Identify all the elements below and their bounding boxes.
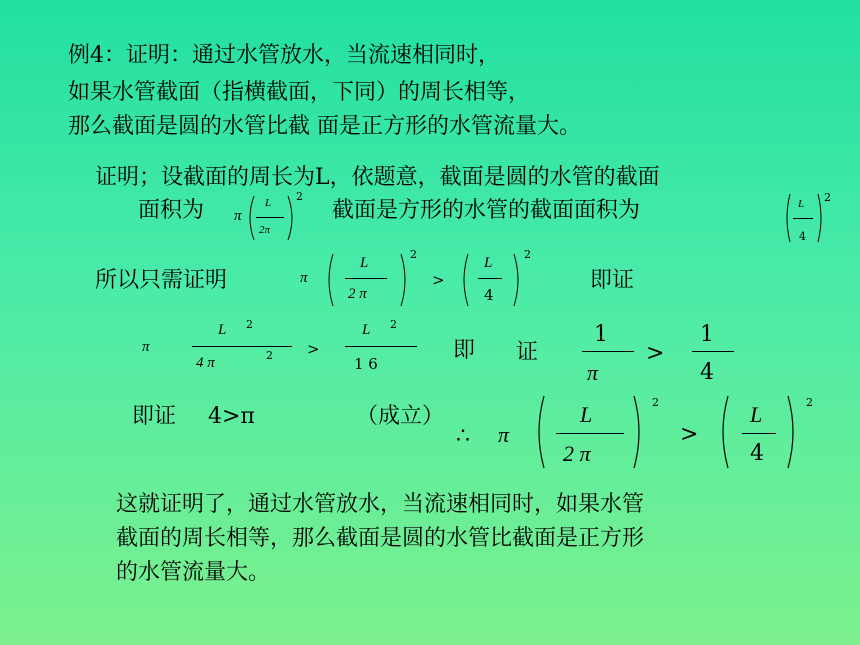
zheng-label: 证 (516, 340, 539, 365)
fraction-numerator: 1 (594, 322, 608, 347)
conclusion-line-3: 的水管流量大。 (116, 560, 271, 585)
fraction-denominator: 4 (484, 286, 494, 304)
exponent: 2 (296, 190, 303, 203)
fraction-bar (478, 278, 502, 279)
exponent: 2 (652, 396, 659, 409)
pi-symbol: π (498, 422, 510, 447)
fraction-numerator: 1 (700, 322, 714, 347)
fraction-numerator: L (484, 255, 493, 271)
exponent: 2 (266, 349, 273, 362)
pi-symbol: π (142, 339, 150, 355)
fraction-bar (192, 346, 292, 347)
fraction-bar (793, 218, 813, 219)
ji-label: 即 (453, 338, 476, 363)
example-line-1: 例4：证明：通过水管放水，当流速相同时， (68, 43, 500, 68)
exponent: 2 (390, 318, 397, 331)
greater-than: > (307, 340, 320, 358)
fraction-denominator: π (587, 360, 599, 385)
fraction-denominator: 4 (700, 360, 714, 385)
fraction-numerator: L (218, 322, 227, 338)
exponent: 2 (410, 248, 417, 261)
fraction-bar (345, 278, 387, 279)
fraction-denominator: 2π (259, 224, 271, 236)
fraction-bar (556, 433, 624, 434)
fraction-bar (742, 433, 776, 434)
conclusion-line-2: 截面的周长相等，那么截面是圆的水管比截面是正方形 (116, 526, 645, 551)
fraction-bar (582, 351, 634, 352)
fraction-denominator: 2 π (348, 286, 367, 302)
exponent: 2 (246, 318, 253, 331)
fraction-numerator: L (798, 198, 805, 210)
fraction-numerator: L (580, 402, 593, 427)
proof-line-1: 证明；设截面的周长为L，依题意，截面是圆的水管的截面 (95, 165, 660, 190)
fraction-denominator: 2 π (563, 441, 591, 466)
greater-than: > (646, 341, 665, 366)
four-gt-pi: 4>π (208, 404, 255, 429)
fraction-numerator: L (362, 322, 371, 338)
fraction-bar (692, 351, 734, 352)
example-line-3: 那么截面是圆的水管比截 面是正方形的水管流量大。 (68, 114, 581, 139)
fraction-denominator: 4 (750, 441, 764, 466)
need-prove-label: 所以只需证明 (95, 268, 228, 293)
pi-symbol: π (300, 270, 308, 286)
fraction-denominator: 1 6 (354, 355, 378, 373)
fraction-numerator: L (750, 402, 763, 427)
fraction-denominator: 4 π (196, 355, 215, 371)
pi-symbol: π (234, 208, 242, 224)
example-line-2: 如果水管截面（指横截面，下同）的周长相等， (68, 80, 531, 105)
greater-than: > (432, 271, 445, 289)
fraction-denominator: 4 (799, 230, 806, 243)
conclusion-line-1: 这就证明了，通过水管放水，当流速相同时，如果水管 (116, 492, 645, 517)
cheng-li-label: （成立） (356, 404, 445, 429)
exponent: 2 (824, 191, 831, 204)
exponent: 2 (524, 248, 531, 261)
fraction-bar (345, 346, 417, 347)
fraction-numerator: L (360, 255, 369, 271)
proof-area-label: 面积为 (138, 198, 205, 223)
therefore-symbol: ∴ (456, 424, 470, 449)
exponent: 2 (806, 396, 813, 409)
ji-zheng-label-2: 即证 (132, 404, 177, 429)
proof-square-area-label: 截面是方形的水管的截面面积为 (332, 198, 641, 223)
fraction-numerator: L (265, 197, 272, 209)
fraction-bar (256, 217, 284, 218)
greater-than: > (680, 422, 699, 447)
ji-zheng-label: 即证 (590, 268, 635, 293)
